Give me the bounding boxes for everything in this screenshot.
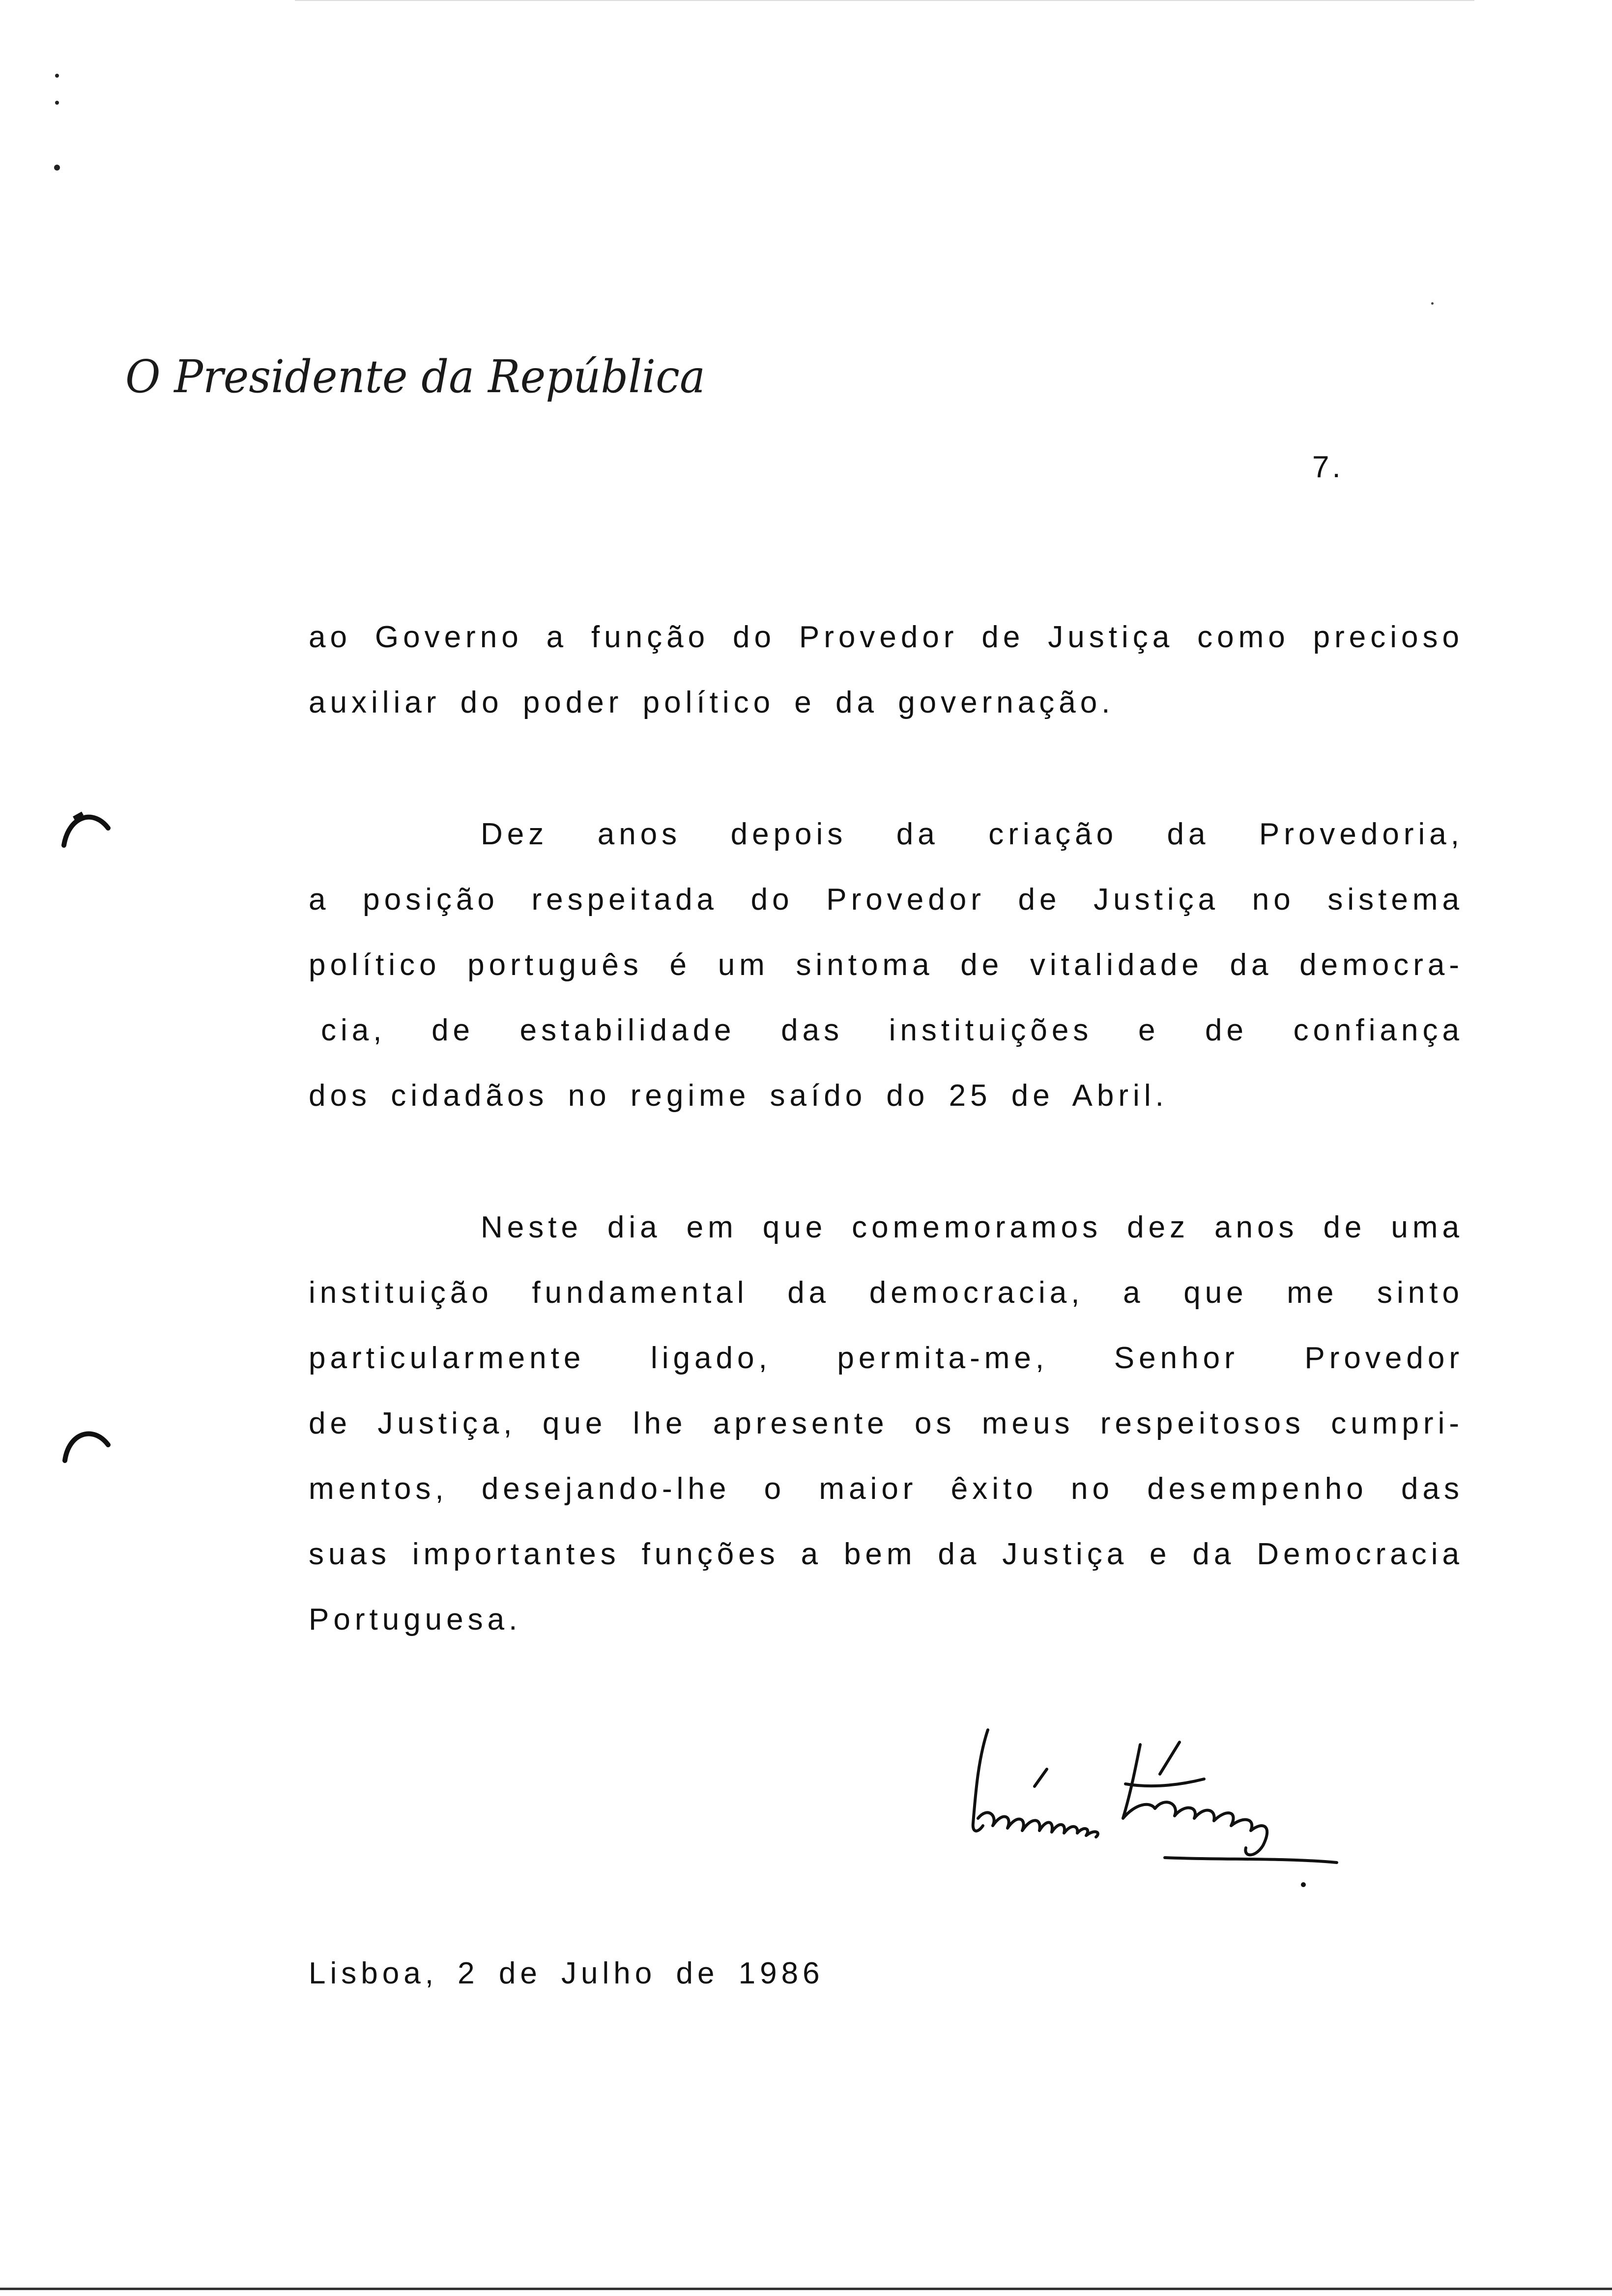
handwritten-signature bbox=[949, 1710, 1352, 1897]
text-line: Dez anos depois da criação da Provedoria, bbox=[481, 817, 1464, 851]
text-line: dos cidadãos no regime saído do 25 de Abril. bbox=[309, 1079, 1168, 1113]
scan-speck bbox=[55, 101, 59, 105]
text-line: particularmente ligado, permita-me, Senhor Provedor bbox=[309, 1341, 1464, 1375]
text-line: mentos, desejando-lhe o maior êxito no desempenho das bbox=[309, 1472, 1464, 1506]
text-line: ao Governo a função do Provedor de Justiça como precioso bbox=[309, 620, 1464, 654]
text-line: a posição respeitada do Provedor de Justiça no sistema bbox=[309, 883, 1464, 917]
punch-hole-mark bbox=[59, 1420, 113, 1464]
text-line: cia, de estabilidade das instituições e de confiança bbox=[321, 1013, 1464, 1047]
text-line: instituição fundamental da democracia, a que me sinto bbox=[309, 1276, 1464, 1310]
letter-body bbox=[309, 604, 1464, 1652]
text-line: político português é um sintoma de vitalidade da democra- bbox=[309, 948, 1464, 982]
letterhead-script-title bbox=[123, 344, 713, 413]
dateline: Lisboa, 2 de Julho de 1986 bbox=[309, 1956, 824, 1990]
text-line: suas importantes funções a bem da Justiça e da Democracia bbox=[309, 1537, 1464, 1571]
signature-name: Mário Soares bbox=[949, 1710, 952, 1711]
text-line: Neste dia em que comemoramos dez anos de uma bbox=[481, 1210, 1464, 1244]
scan-speck bbox=[1431, 302, 1434, 305]
letterhead-text: O Presidente da República bbox=[125, 350, 705, 403]
scan-speck bbox=[54, 165, 60, 171]
text-line: Portuguesa. bbox=[309, 1603, 522, 1636]
scan-edge-bottom bbox=[0, 2288, 1612, 2290]
paragraph-2 bbox=[309, 802, 1464, 1128]
text-line: auxiliar do poder político e da governação. bbox=[309, 686, 1115, 719]
scan-edge-top bbox=[295, 0, 1474, 1]
text-line: de Justiça, que lhe apresente os meus respeitosos cumpri- bbox=[309, 1406, 1464, 1440]
paragraph-1 bbox=[309, 604, 1464, 735]
page-number: 7. bbox=[1312, 450, 1344, 484]
punch-hole-mark bbox=[59, 806, 113, 850]
paragraph-3 bbox=[309, 1195, 1464, 1652]
scan-speck bbox=[55, 74, 59, 78]
